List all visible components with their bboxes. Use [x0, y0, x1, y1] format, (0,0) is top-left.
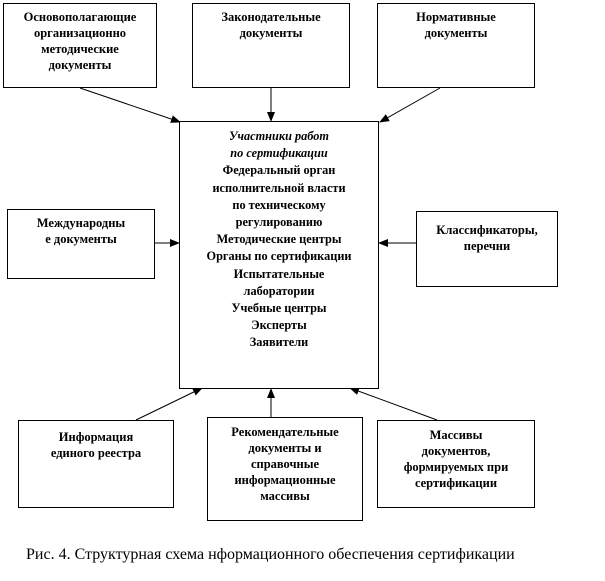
node-text-line: Информация: [58, 430, 134, 444]
node-text-line: перечни: [463, 239, 511, 253]
participant-item: Заявители: [249, 335, 309, 350]
node-classifiers: [416, 211, 558, 287]
node-participants: [179, 121, 379, 389]
node-normative-documents: [377, 3, 535, 88]
node-text-line: е документы: [45, 232, 117, 246]
participants-heading: Участники работ: [229, 129, 329, 143]
participant-item: Учебные центры: [231, 301, 327, 316]
participant-item: лаборатории: [243, 283, 315, 298]
node-text-line: сертификации: [414, 476, 498, 490]
node-text-line: формируемых при: [403, 460, 509, 474]
node-text-line: Основополагающие: [23, 10, 137, 24]
node-text-line: организационно: [33, 26, 127, 40]
node-text-line: массивы: [260, 489, 310, 503]
participant-item: Эксперты: [251, 318, 307, 333]
node-text-line: Рекомендательные: [231, 425, 339, 439]
node-text-line: документы и: [248, 441, 322, 455]
participant-item: по техническому: [232, 197, 326, 212]
node-text-line: Нормативные: [416, 10, 496, 24]
node-text-line: документы: [48, 58, 112, 72]
node-legislative-documents: [192, 3, 350, 88]
node-founding-documents: [3, 3, 157, 88]
node-text-line: документы: [424, 26, 488, 40]
participants-heading: по сертификации: [230, 146, 328, 161]
node-certification-arrays: [377, 420, 535, 508]
participant-item: Испытательные: [233, 266, 325, 281]
node-text-line: справочные: [250, 457, 320, 471]
node-text-line: информационные: [234, 473, 336, 487]
node-text-line: Массивы: [429, 428, 483, 442]
arrow-registry-to-participants: [136, 388, 202, 420]
participant-item: Федеральный орган: [222, 163, 336, 178]
node-text-line: Классификаторы,: [436, 223, 538, 237]
participant-item: исполнительной власти: [212, 180, 346, 195]
arrow-founding-to-participants: [80, 88, 180, 122]
node-text-line: единого реестра: [50, 446, 142, 460]
node-text-line: документы: [239, 26, 303, 40]
node-text-line: Законодательные: [221, 10, 321, 24]
node-text-line: Международны: [36, 216, 126, 230]
figure-caption: Рис. 4. Структурная схема нформационного обеспечения сертификации: [26, 546, 515, 563]
participant-item: регулированию: [235, 215, 323, 230]
participant-item: Органы по сертификации: [206, 249, 352, 264]
node-text-line: методические: [41, 42, 119, 56]
node-text-line: документов,: [421, 444, 491, 458]
participant-item: Методические центры: [216, 232, 342, 247]
node-international-documents: [7, 209, 155, 279]
arrow-certarrays-to-participants: [350, 388, 437, 420]
node-registry-information: [18, 420, 174, 508]
arrow-normative-to-participants: [380, 88, 440, 122]
node-recommended-documents: [207, 417, 363, 521]
